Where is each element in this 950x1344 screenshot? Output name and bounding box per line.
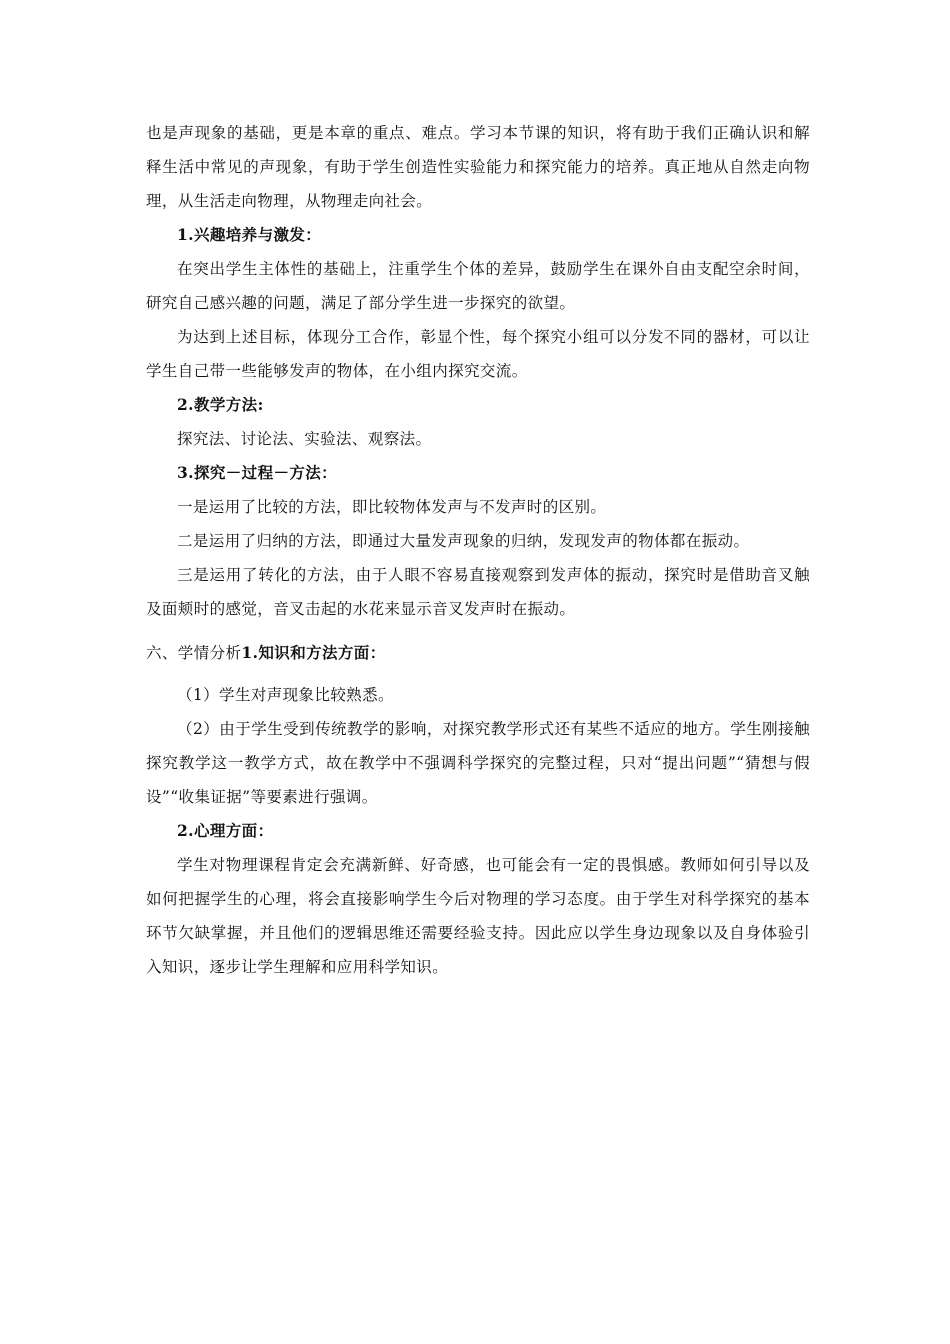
section6-label: 六、学情分析 xyxy=(146,644,242,662)
section1-paragraph-2: 为达到上述目标，体现分工合作，彰显个性，每个探究小组可以分发不同的器材，可以让学生自己带一些能够发声的物体，在小组内探究交流。 xyxy=(146,328,810,380)
document-page xyxy=(146,116,810,984)
section6-paragraph-2: 学生对物理课程肯定会充满新鲜、好奇感，也可能会有一定的畏惧感。教师如何引导以及如何把握学生的心理，将会直接影响学生今后对物理的学习态度。由于学生对科学探究的基本环节欠缺掌握，并且他们的逻辑思维还需要经验支持。因此应以学生身边现象以及自身体验引入知识，逐步让学生理解和应用科学知识。 xyxy=(146,856,810,976)
section2-paragraph-1: 探究法、讨论法、实验法、观察法。 xyxy=(177,430,432,448)
section6-heading xyxy=(146,636,810,670)
section1-heading: 1.兴趣培养与激发： xyxy=(177,225,322,244)
section6-item-2: （2）由于学生受到传统教学的影响，对探究教学形式还有某些不适应的地方。学生刚接触探究教学这一教学方式，故在教学中不强调科学探究的完整过程，只对“提出问题”“猜想与假设”“收集证据”等要素进行强调。 xyxy=(146,720,810,806)
section6-item-1: （1）学生对声现象比较熟悉。 xyxy=(177,686,394,704)
section3-paragraph-3: 三是运用了转化的方法，由于人眼不容易直接观察到发声体的振动，探究时是借助音叉触及面颊时的感觉，音叉击起的水花来显示音叉发声时在振动。 xyxy=(146,566,810,618)
section3-paragraph-2: 二是运用了归纳的方法，即通过大量发声现象的归纳，发现发声的物体都在振动。 xyxy=(177,532,750,550)
section1-paragraph-1: 在突出学生主体性的基础上，注重学生个体的差异，鼓励学生在课外自由支配空余时间，研究自己感兴趣的问题，满足了部分学生进一步探究的欲望。 xyxy=(146,260,810,312)
section3-heading: 3.探究－过程－方法： xyxy=(177,463,338,482)
intro-paragraph: 也是声现象的基础，更是本章的重点、难点。学习本节课的知识，将有助于我们正确认识和解释生活中常见的声现象，有助于学生创造性实验能力和探究能力的培养。真正地从自然走向物理，从生活走向物理，从物理走向社会。 xyxy=(146,124,810,210)
section2-heading: 2.教学方法: xyxy=(177,395,264,414)
section6-subheading: 1.知识和方法方面： xyxy=(241,643,386,662)
section3-paragraph-1: 一是运用了比较的方法，即比较物体发声与不发声时的区别。 xyxy=(177,498,607,516)
section6-heading-2: 2.心理方面： xyxy=(177,821,274,840)
